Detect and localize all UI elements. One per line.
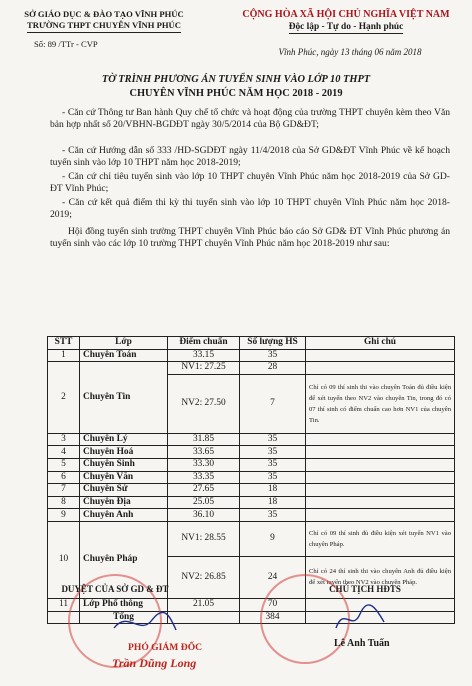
cell-class: Chuyên Anh: [80, 509, 168, 522]
document-date: Vĩnh Phúc, ngày 13 tháng 06 năm 2018: [278, 47, 422, 57]
cell-quantity: 70: [240, 598, 306, 611]
department-signature: [110, 606, 180, 638]
cell-cutoff: 21.05: [168, 598, 240, 611]
cell-notes: [306, 484, 455, 497]
header-notes: Ghi chú: [306, 337, 455, 350]
header-stt: STT: [48, 337, 80, 350]
document-subtitle: CHUYÊN VĨNH PHÚC NĂM HỌC 2018 - 2019: [129, 88, 343, 99]
cell-cutoff: 33.15: [168, 349, 240, 362]
cell-quantity: 28: [240, 362, 306, 375]
cell-stt: 5: [48, 458, 80, 471]
paragraph-basis-1: - Căn cứ Thông tư Ban hành Quy chế tổ chức và hoạt động của trường THPT chuyên kèm theo Văn bản hợp nhất số 20/VBHN-BGDĐT ngày 30/5/2014 của Bộ GD&ĐT;: [50, 107, 450, 131]
header-quantity: Số lượng HS: [240, 337, 306, 350]
cell-class: Chuyên Pháp: [80, 521, 168, 598]
cell-cutoff: 27.65: [168, 484, 240, 497]
cell-class: Chuyên Sử: [80, 484, 168, 497]
table-row: [48, 446, 455, 459]
header-cutoff: Điểm chuẩn: [168, 337, 240, 350]
cell-quantity: 35: [240, 471, 306, 484]
table-row: [48, 521, 455, 556]
cell-notes: [306, 509, 455, 522]
cell-quantity: 9: [240, 521, 306, 556]
paragraph-basis-2: - Căn cứ Hướng dẫn số 333 /HD-SGDĐT ngày 11/4/2018 của Sở GD&ĐT Vĩnh Phúc về kế hoạch tuyển sinh vào lớp 10 THPT năm học 2018-2019;: [50, 145, 450, 169]
paragraph-basis-3: - Căn cứ chỉ tiêu tuyển sinh vào lớp 10 THPT chuyên Vĩnh Phúc năm học 2018-2019 của Sở GD- ĐT Vĩnh Phúc;: [50, 171, 450, 195]
cell-class: Chuyên Toán: [80, 349, 168, 362]
cell-notes: Chỉ có 24 thí sinh thi vào chuyên Anh đủ điều kiện để xét tuyển theo NV2 vào chuyên Pháp.: [306, 556, 455, 598]
chairman-name: Lê Anh Tuấn: [334, 638, 390, 649]
chairman-title: CHỦ TỊCH HĐTS: [329, 584, 401, 594]
document-title: TỜ TRÌNH PHƯƠNG ÁN TUYỂN SINH VÀO LỚP 10 THPT: [101, 74, 371, 85]
cell-quantity: 24: [240, 556, 306, 598]
header-class: Lớp: [80, 337, 168, 350]
cell-quantity: 35: [240, 349, 306, 362]
approver-role: PHÓ GIÁM ĐỐC: [128, 642, 203, 653]
cell-notes: [306, 446, 455, 459]
cell-cutoff: NV2: 27.50: [168, 374, 240, 433]
cell-cutoff: 36.10: [168, 509, 240, 522]
cell-notes: [306, 433, 455, 446]
cell-stt: 10: [48, 521, 80, 598]
approval-title: DUYỆT CỦA SỞ GD & ĐT: [61, 584, 169, 594]
cell-cutoff: 33.30: [168, 458, 240, 471]
table-row: [48, 471, 455, 484]
issuer-school: TRƯỜNG THPT CHUYÊN VĨNH PHÚC: [14, 20, 194, 33]
cell-class: Chuyên Hoá: [80, 446, 168, 459]
cell-quantity: 35: [240, 446, 306, 459]
cell-cutoff: 33.65: [168, 446, 240, 459]
national-motto-block: [226, 9, 466, 33]
paragraph-report: Hội đồng tuyển sinh trường THPT chuyên Vĩnh Phúc báo cáo Sở GD& ĐT Vĩnh Phúc phương án tuyển sinh vào các lớp 10 trường THPT chuyên Vĩnh Phúc năm học 2018-2019 như sau:: [50, 226, 450, 250]
cell-quantity: 35: [240, 509, 306, 522]
cell-notes: [306, 471, 455, 484]
table-row: [48, 496, 455, 509]
cell-cutoff: NV2: 26.85: [168, 556, 240, 598]
cell-class: Chuyên Tin: [80, 362, 168, 434]
national-motto: Độc lập - Tự do - Hạnh phúc: [288, 22, 404, 32]
cell-stt: 9: [48, 509, 80, 522]
table-row: [48, 458, 455, 471]
cell-quantity: 18: [240, 484, 306, 497]
issuer-department: SỞ GIÁO DỤC & ĐÀO TẠO VĨNH PHÚC: [24, 9, 184, 19]
cell-cutoff: 31.85: [168, 433, 240, 446]
total-value: 384: [240, 611, 306, 624]
cell-quantity: 18: [240, 496, 306, 509]
cell-stt: 1: [48, 349, 80, 362]
cell-class: Lớp Phổ thông: [80, 598, 168, 611]
cell-class: Chuyên Văn: [80, 471, 168, 484]
cell-cutoff: 33.35: [168, 471, 240, 484]
cell-notes: Chỉ có 09 thí sinh đủ điều kiện xét tuyển NV1 vào chuyên Pháp.: [306, 521, 455, 556]
cell-stt: 7: [48, 484, 80, 497]
cell-notes: [306, 458, 455, 471]
cell-stt: 8: [48, 496, 80, 509]
cell-class: Chuyên Lý: [80, 433, 168, 446]
cell-stt: 11: [48, 598, 80, 611]
cell-stt: 6: [48, 471, 80, 484]
issuer-block: [14, 9, 194, 33]
total-label: Tổng: [80, 611, 168, 624]
cell-quantity: 35: [240, 458, 306, 471]
cell-notes: [306, 362, 455, 375]
cell-stt: 2: [48, 362, 80, 434]
cell-notes: Chỉ có 09 thí sinh thi vào chuyên Toán đủ điều kiện để xét tuyển theo NV2 vào chuyên Tin, trong đó có 07 thí sinh có điểm chuẩn cao hơn NV1 của chuyên Tin.: [306, 374, 455, 433]
cell-cutoff: NV1: 27.25: [168, 362, 240, 375]
table-header-row: [48, 337, 455, 350]
cell-class: Chuyên Địa: [80, 496, 168, 509]
chairman-signature: [330, 602, 390, 636]
cell-class: Chuyên Sinh: [80, 458, 168, 471]
cell-cutoff: NV1: 28.55: [168, 521, 240, 556]
table-row: [48, 433, 455, 446]
cell-cutoff: 25.05: [168, 496, 240, 509]
national-title: CỘNG HÒA XÃ HỘI CHỦ NGHĨA VIỆT NAM: [242, 9, 450, 20]
table-row: [48, 362, 455, 375]
table-row: [48, 509, 455, 522]
table-row: [48, 484, 455, 497]
cell-stt: 4: [48, 446, 80, 459]
cell-stt: 3: [48, 433, 80, 446]
document-reference: Số: 89 /TTr - CVP: [34, 39, 98, 49]
cell-notes: [306, 496, 455, 509]
table-row: [48, 349, 455, 362]
cell-quantity: 35: [240, 433, 306, 446]
cell-notes: [306, 349, 455, 362]
paragraph-basis-4: - Căn cứ kết quả điểm thi kỳ thi tuyển sinh vào lớp 10 THPT chuyên Vĩnh Phúc năm học 2018-2019;: [50, 197, 450, 221]
approver-name: Trần Dũng Long: [112, 656, 197, 670]
cell-quantity: 7: [240, 374, 306, 433]
